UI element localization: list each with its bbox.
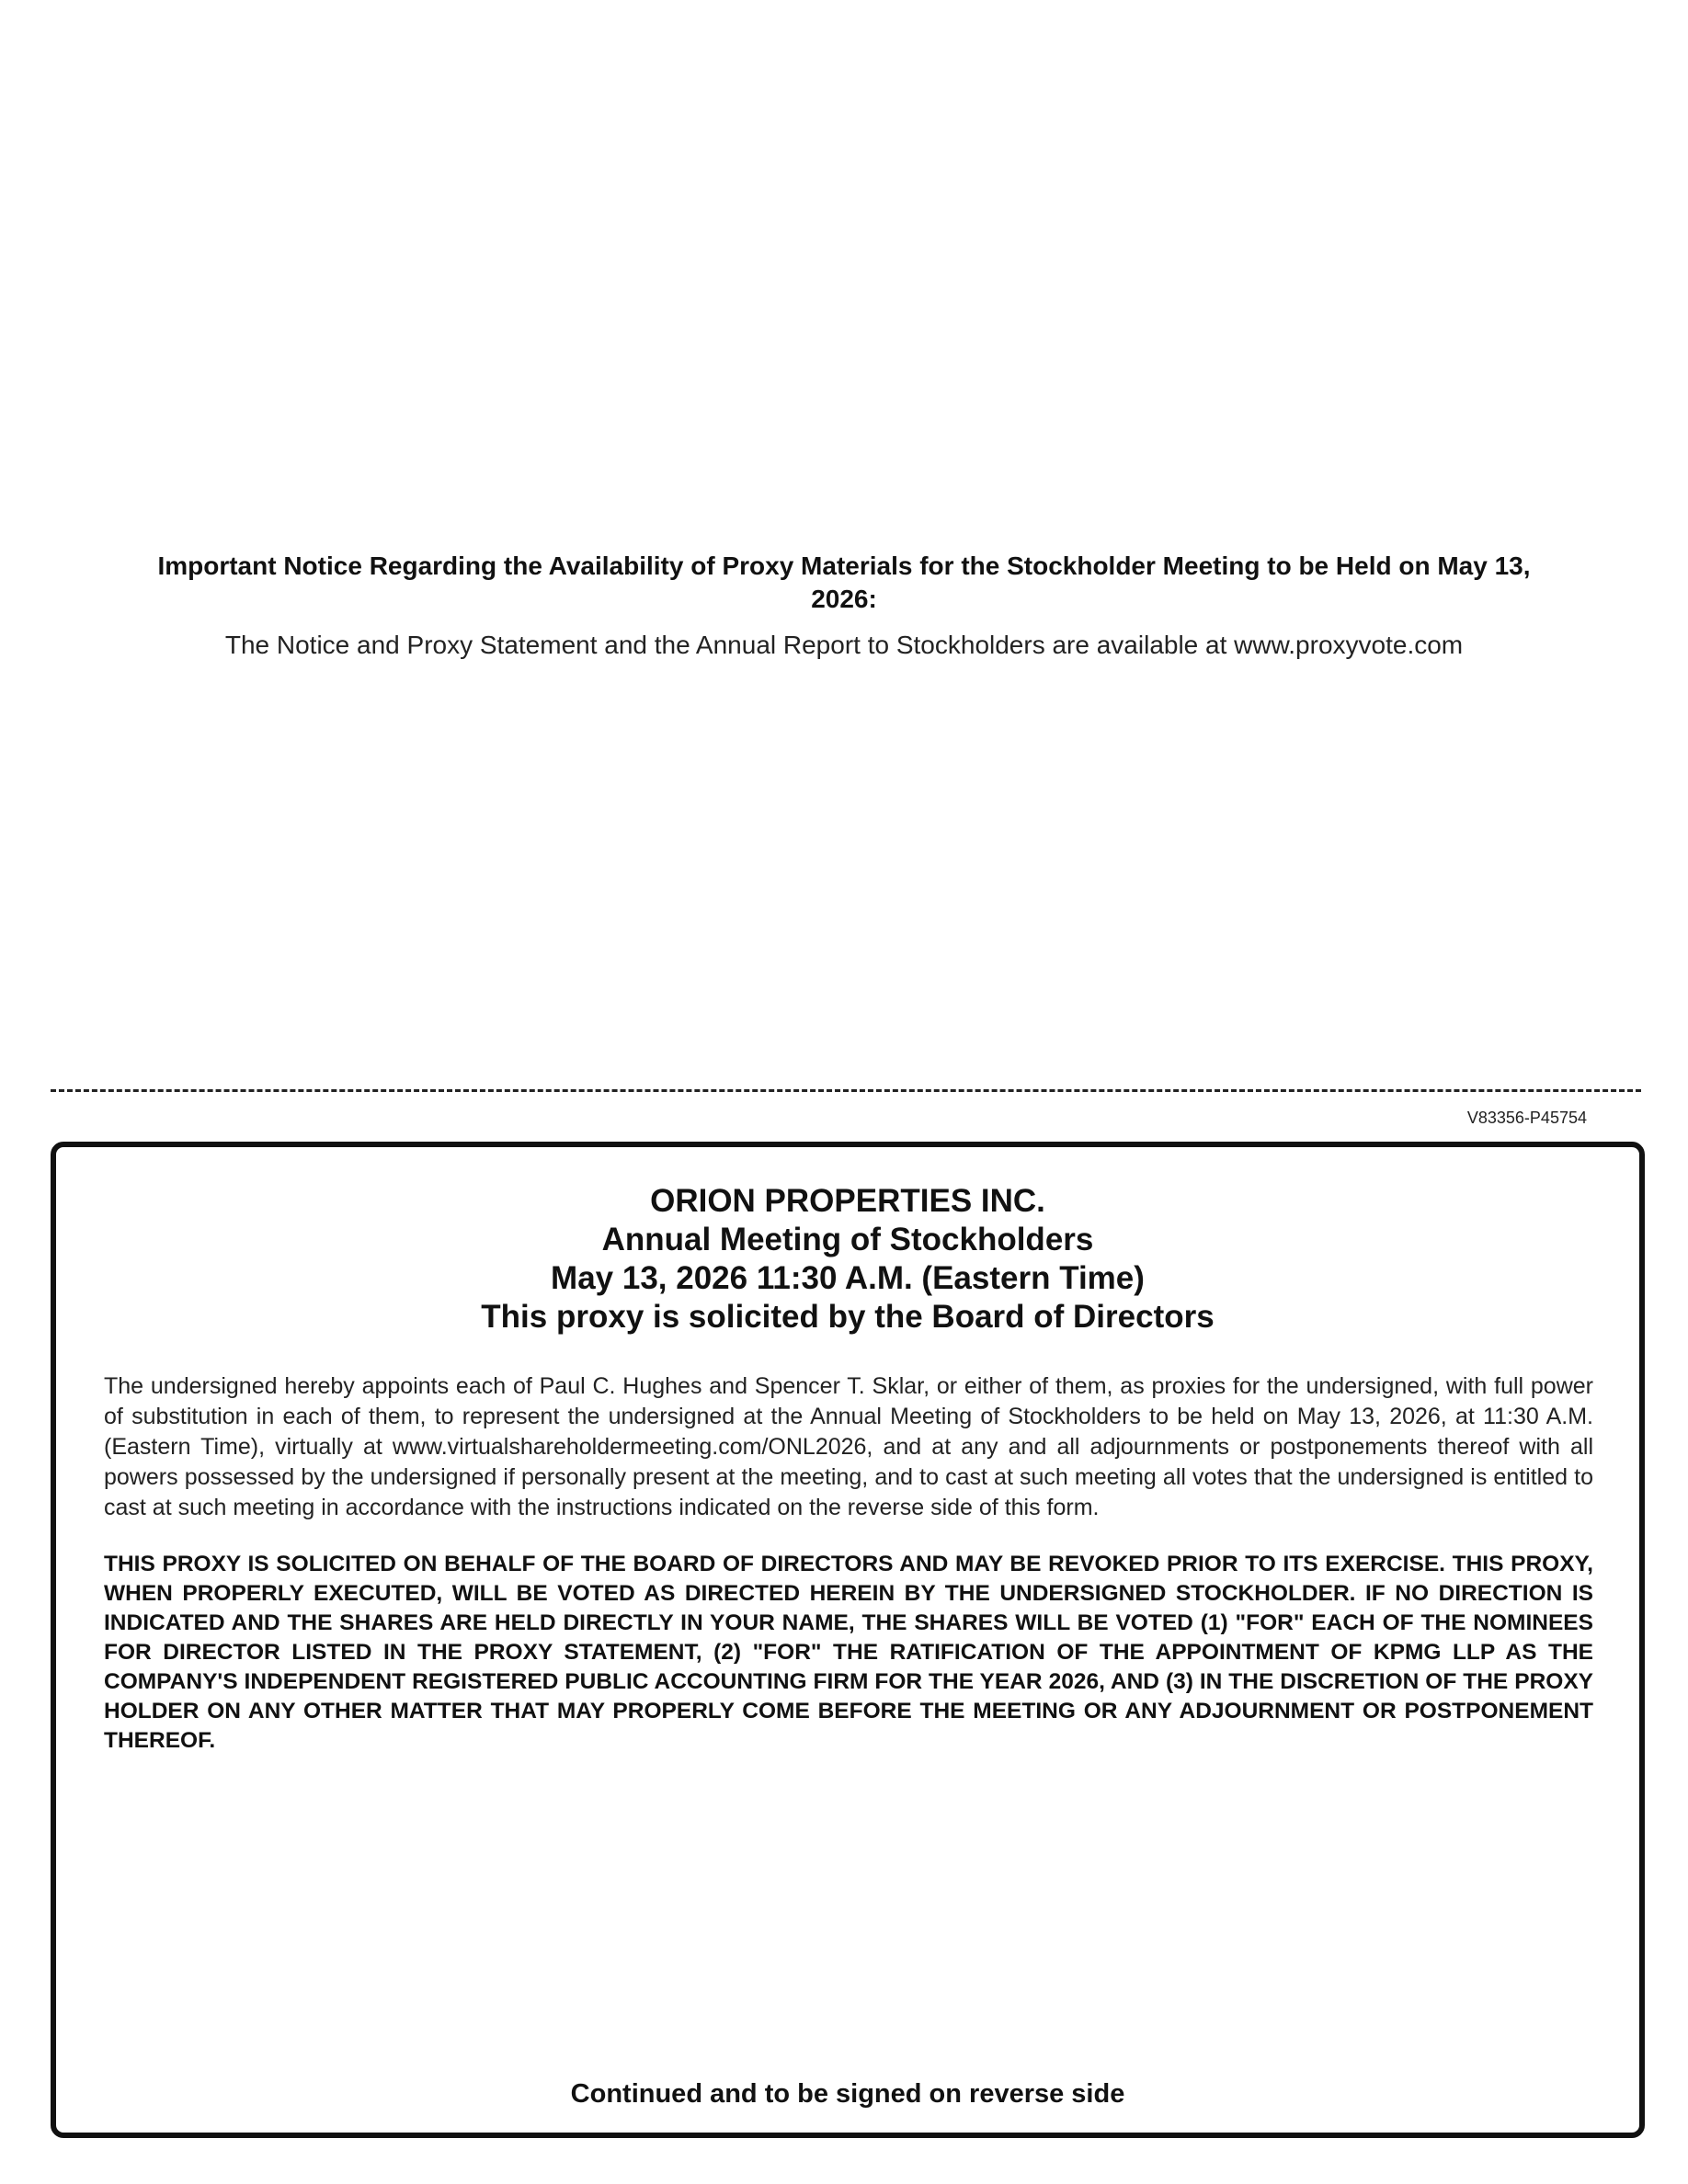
- voting-instructions-text: THIS PROXY IS SOLICITED ON BEHALF OF THE BOARD OF DIRECTORS AND MAY BE REVOKED PRIOR TO ITS EXERCISE. THIS PROXY, WHEN PROPERLY EXECUTED, WILL BE VOTED AS DIRECTED HEREIN BY THE UNDERSIGNED STOCKHOLDER. IF NO DIRECTION IS INDICATED AND THE SHARES ARE HELD DIRECTLY IN YOUR NAME, THE SHARES WILL BE VOTED (1) "FOR" EACH OF THE NOMINEES FOR DIRECTOR LISTED IN THE PROXY STATEMENT, (2) "FOR" THE RATIFICATION OF THE APPOINTMENT OF KPMG LLP AS THE COMPANY'S INDEPENDENT REGISTERED PUBLIC ACCOUNTING FIRM FOR THE YEAR 2026, AND (3) IN THE DISCRETION OF THE PROXY HOLDER ON ANY OTHER MATTER THAT MAY PROPERLY COME BEFORE THE MEETING OR ANY ADJOURNMENT OR POSTPONEMENT THEREOF.: [104, 1552, 1593, 1753]
- appointment-text: The undersigned hereby appoints each of Paul C. Hughes and Spencer T. Sklar, or either of them, as proxies for the undersigned, with full power of substitution in each of them, to represent the undersigned at the Annual Meeting of Stockholders to be held on May 13, 2026, at 11:30 A.M. (Eastern Time), virtually at www.virtualshareholdermeeting.com/ONL2026, and at any and all adjournments or postponements thereof with all powers possessed by the undersigned if personally present at the meeting, and to cast at such meeting all votes that the undersigned is entitled to cast at such meeting in accordance with the instructions indicated on the reverse side of this form.: [104, 1373, 1593, 1520]
- solicitation-line: This proxy is solicited by the Board of Directors: [481, 1299, 1215, 1335]
- detach-cut-line: [51, 1089, 1641, 1092]
- proxy-card-header: [56, 1182, 1639, 1337]
- notice-heading: Important Notice Regarding the Availability of Proxy Materials for the Stockholder Meeting to be Held on May 13, 2026:: [157, 552, 1531, 613]
- meeting-datetime: May 13, 2026 11:30 A.M. (Eastern Time): [551, 1260, 1145, 1296]
- voting-instructions-section: [104, 1550, 1593, 1756]
- company-name: ORION PROPERTIES INC.: [650, 1183, 1045, 1219]
- notice-text: The Notice and Proxy Statement and the Annual Report to Stockholders are available at www.proxyvote.com: [224, 631, 1464, 659]
- availability-notice: [147, 550, 1541, 662]
- meeting-title: Annual Meeting of Stockholders: [601, 1222, 1094, 1257]
- appointment-section: [104, 1371, 1593, 1523]
- continued-footer: Continued and to be signed on reverse side: [570, 2079, 1125, 2109]
- proxy-card: [51, 1142, 1645, 2138]
- form-code: V83356-P45754: [1466, 1109, 1587, 1127]
